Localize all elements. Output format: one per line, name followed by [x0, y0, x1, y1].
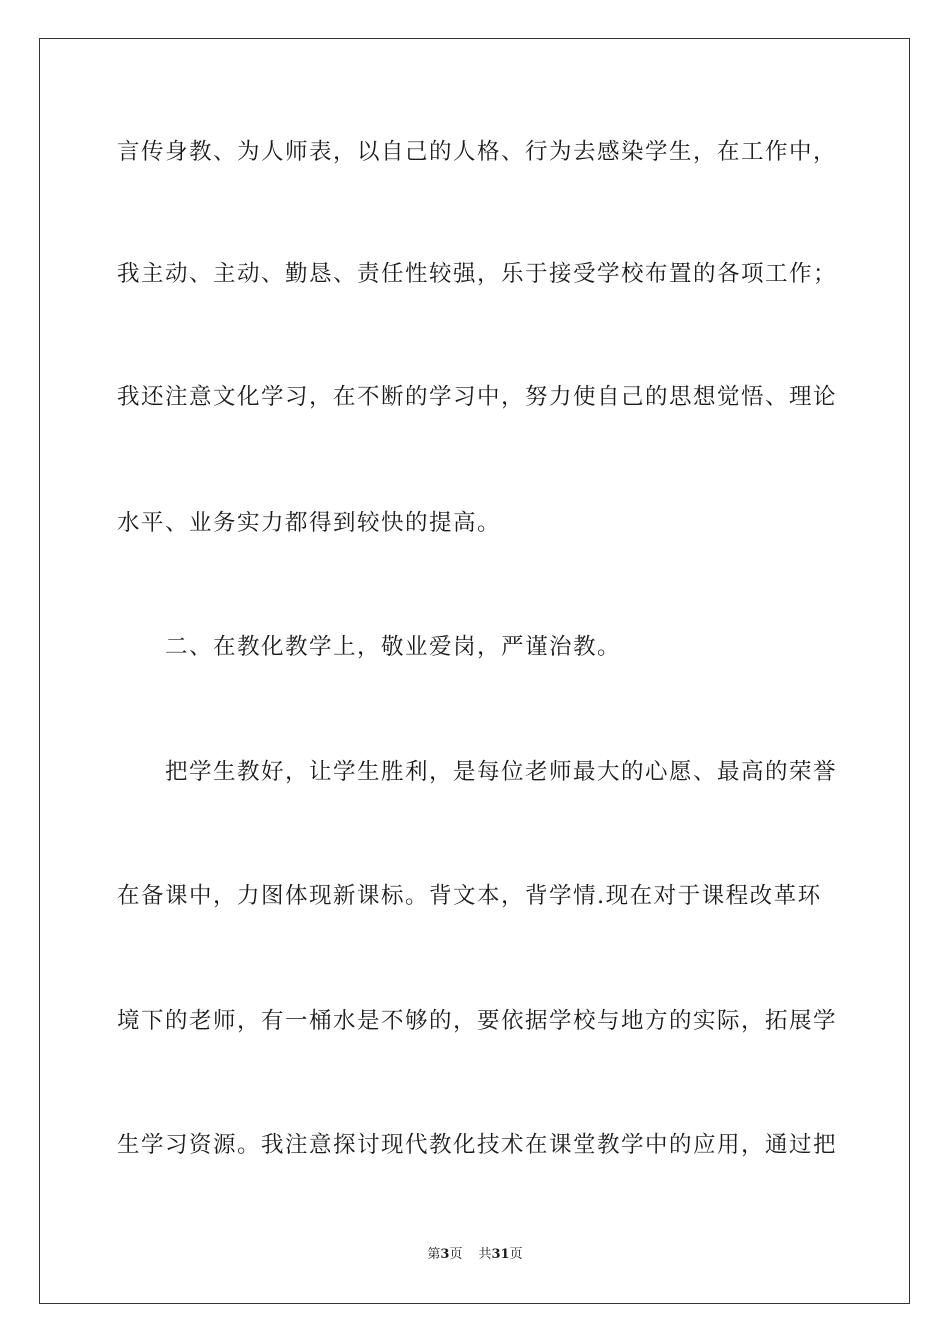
page-footer [0, 1246, 950, 1264]
page-number: 3 [440, 1247, 450, 1262]
total-pages: 31 [491, 1247, 510, 1262]
page-border [39, 38, 910, 1304]
paragraph-line-4: 水平、业务实力都得到较快的提高。 [117, 510, 502, 536]
paragraph-line-2: 我主动、主动、勤恳、责任性较强，乐于接受学校布置的各项工作； [117, 261, 838, 287]
paragraph-line-8: 境下的老师，有一桶水是不够的，要依据学校与地方的实际，拓展学 [117, 1008, 838, 1034]
paragraph-line-7: 在备课中，力图体现新课标。背文本，背学情.现在对于课程改革环 [117, 883, 822, 909]
paragraph-line-6: 把学生教好，让学生胜利，是每位老师最大的心愿、最高的荣誉 [165, 759, 838, 785]
paragraph-line-3: 我还注意文化学习，在不断的学习中，努力使自己的思想觉悟、理论 [117, 384, 838, 410]
section-heading: 二、在教化教学上，敬业爱岗，严谨治教。 [165, 634, 622, 660]
total-prefix: 共 [478, 1247, 492, 1262]
total-suffix: 页 [509, 1247, 523, 1262]
paragraph-line-9: 生学习资源。我注意探讨现代教化技术在课堂教学中的应用，通过把 [117, 1132, 838, 1158]
page-prefix: 第 [427, 1247, 441, 1262]
page-suffix: 页 [449, 1247, 463, 1262]
paragraph-line-1: 言传身教、为人师表，以自己的人格、行为去感染学生，在工作中， [117, 139, 838, 165]
